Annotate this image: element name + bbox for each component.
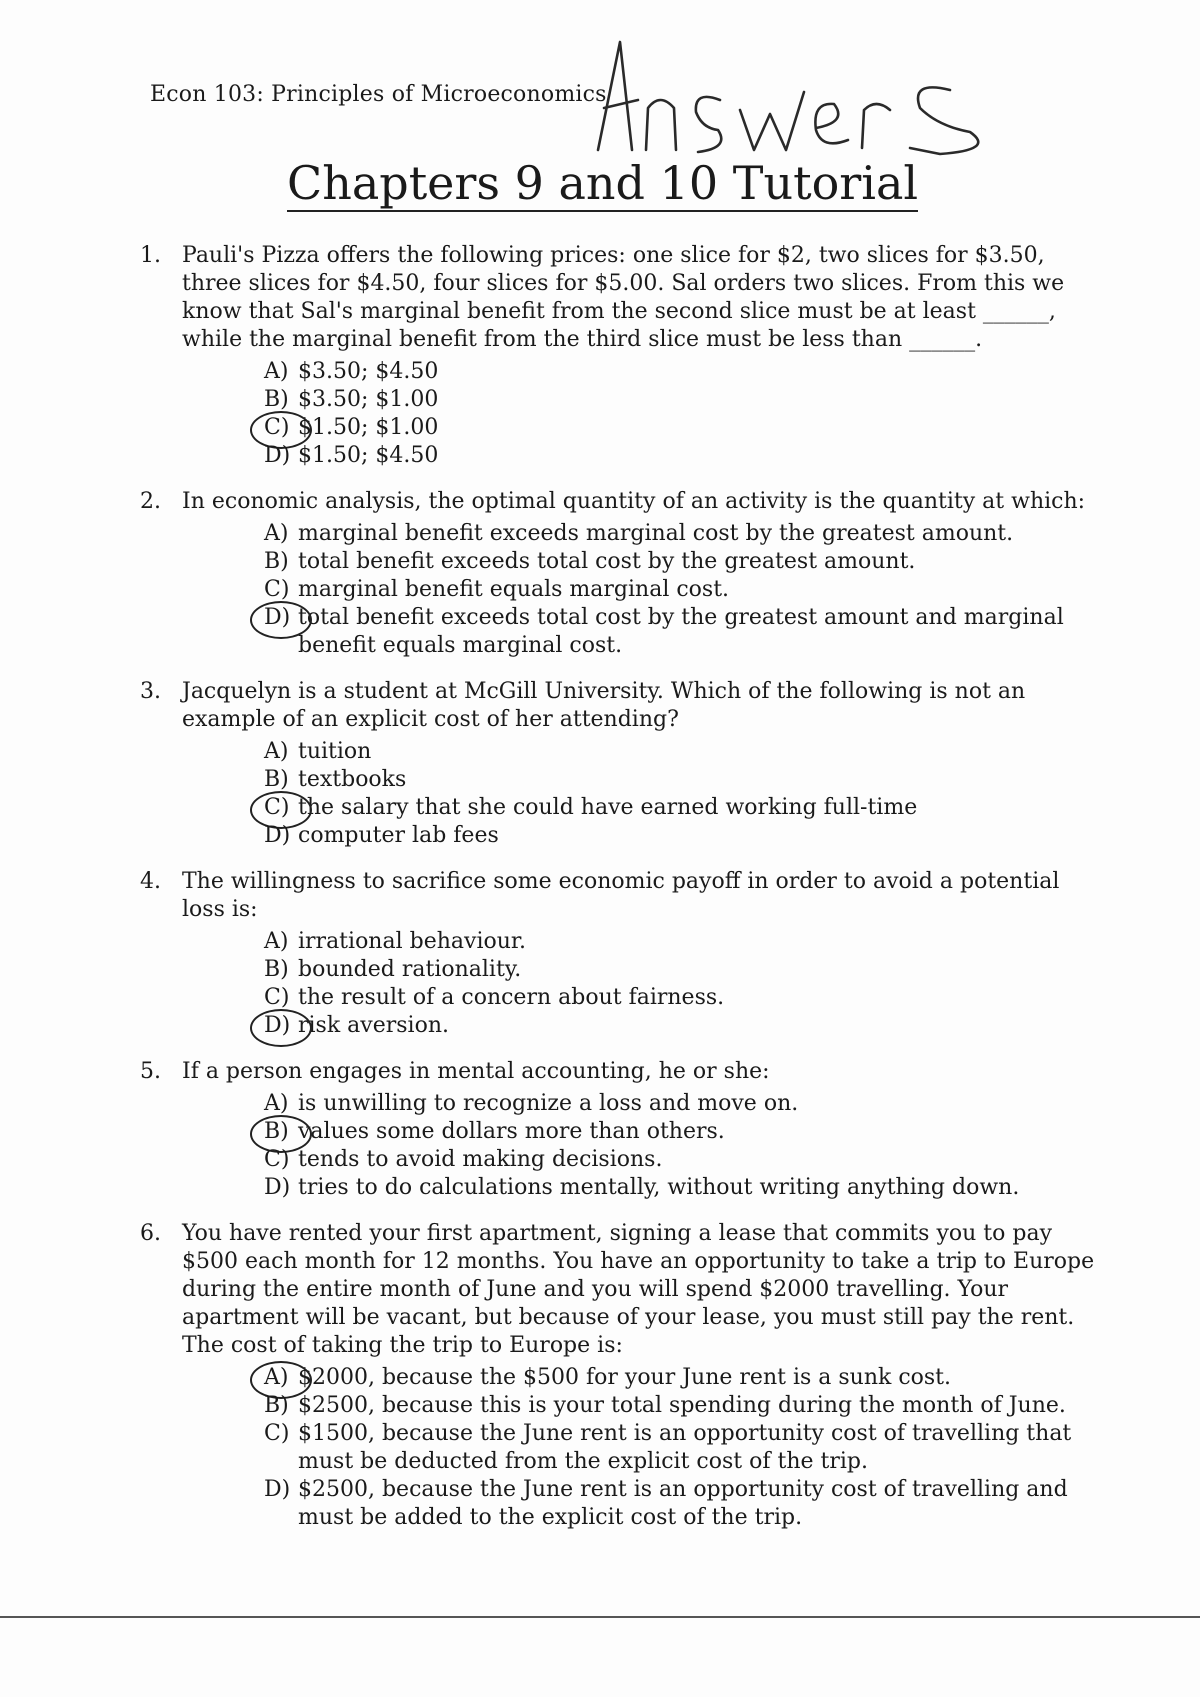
answer-options [182, 520, 1100, 660]
option-letter: B) [264, 767, 289, 792]
answer-option [264, 386, 1100, 414]
answer-option [264, 1476, 1100, 1532]
option-letter: D) [264, 443, 291, 468]
answer-option [264, 1392, 1100, 1420]
answer-options [182, 738, 1100, 850]
option-text: the result of a concern about fairness. [298, 985, 725, 1010]
answer-option [264, 520, 1100, 548]
option-letter: B) [264, 957, 289, 982]
option-text: total benefit exceeds total cost by the greatest amount and marginal benefit equals marginal cost. [298, 605, 1064, 658]
option-text: total benefit exceeds total cost by the greatest amount. [298, 549, 916, 574]
question-text: Jacquelyn is a student at McGill University. Which of the following is not an example of an explicit cost of her attending? [182, 679, 1026, 732]
option-letter: D) [264, 1013, 291, 1038]
answer-option [264, 1174, 1100, 1202]
option-text: risk aversion. [298, 1013, 449, 1038]
option-letter: B) [264, 1119, 289, 1144]
answer-option [264, 1090, 1100, 1118]
question-item [140, 488, 1100, 660]
option-text: $3.50; $1.00 [298, 387, 439, 412]
question-item [140, 1220, 1100, 1532]
answer-option [264, 1146, 1100, 1174]
option-text: $2500, because this is your total spending during the month of June. [298, 1393, 1066, 1418]
answer-option [264, 984, 1100, 1012]
option-text: $1500, because the June rent is an opportunity cost of travelling that must be deducted from the explicit cost of the trip. [298, 1421, 1072, 1474]
answer-option [264, 358, 1100, 386]
question-number: 4. [140, 869, 161, 894]
option-letter: C) [264, 1147, 290, 1172]
option-text: $1.50; $4.50 [298, 443, 439, 468]
question-item [140, 868, 1100, 1040]
answer-option [264, 604, 1100, 660]
answer-option [264, 576, 1100, 604]
option-letter: B) [264, 549, 289, 574]
option-text: tries to do calculations mentally, without writing anything down. [298, 1175, 1020, 1200]
question-item [140, 678, 1100, 850]
question-text: In economic analysis, the optimal quantity of an activity is the quantity at which: [182, 489, 1086, 514]
option-text: textbooks [298, 767, 407, 792]
option-text: $2500, because the June rent is an opportunity cost of travelling and must be added to the explicit cost of the trip. [298, 1477, 1068, 1530]
option-text: tuition [298, 739, 372, 764]
question-text: The willingness to sacrifice some economic payoff in order to avoid a potential loss is: [182, 869, 1060, 922]
question-list [140, 242, 1100, 1550]
option-letter: A) [264, 1365, 289, 1390]
option-text: is unwilling to recognize a loss and move on. [298, 1091, 799, 1116]
answer-option [264, 822, 1100, 850]
option-letter: B) [264, 1393, 289, 1418]
answer-options [182, 928, 1100, 1040]
option-letter: D) [264, 823, 291, 848]
question-text: If a person engages in mental accounting, he or she: [182, 1059, 770, 1084]
question-number: 1. [140, 243, 161, 268]
answer-option [264, 738, 1100, 766]
option-letter: C) [264, 577, 290, 602]
answer-option [264, 1420, 1100, 1476]
question-number: 3. [140, 679, 161, 704]
answer-option [264, 794, 1100, 822]
option-text: the salary that she could have earned working full-time [298, 795, 918, 820]
option-text: marginal benefit exceeds marginal cost by the greatest amount. [298, 521, 1014, 546]
option-text: bounded rationality. [298, 957, 522, 982]
answer-options [182, 358, 1100, 470]
option-text: computer lab fees [298, 823, 499, 848]
bottom-divider [0, 1616, 1200, 1618]
course-name: Econ 103: Principles of Microeconomics [150, 82, 607, 107]
option-letter: A) [264, 1091, 289, 1116]
answer-options [182, 1364, 1100, 1532]
option-letter: A) [264, 739, 289, 764]
answer-option [264, 956, 1100, 984]
question-item [140, 1058, 1100, 1202]
option-text: $1.50; $1.00 [298, 415, 439, 440]
option-text: irrational behaviour. [298, 929, 526, 954]
answer-option [264, 548, 1100, 576]
option-letter: C) [264, 985, 290, 1010]
option-text: marginal benefit equals marginal cost. [298, 577, 730, 602]
answer-options [182, 1090, 1100, 1202]
answer-option [264, 1364, 1100, 1392]
option-letter: D) [264, 1477, 291, 1502]
option-letter: D) [264, 1175, 291, 1200]
option-letter: A) [264, 359, 289, 384]
answer-option [264, 414, 1100, 442]
question-text: Pauli's Pizza offers the following prices: one slice for $2, two slices for $3.50, three slices for $4.50, four slices for $5.00. Sal orders two slices. From this we know that Sal's marginal benefit from the second slice must be at least ______, while the marginal benefit from the third slice must be less than ______. [182, 243, 1065, 352]
question-number: 6. [140, 1221, 161, 1246]
question-number: 5. [140, 1059, 161, 1084]
answer-option [264, 928, 1100, 956]
option-letter: B) [264, 387, 289, 412]
answer-option [264, 1118, 1100, 1146]
answer-option [264, 442, 1100, 470]
option-text: tends to avoid making decisions. [298, 1147, 663, 1172]
option-text: values some dollars more than others. [298, 1119, 725, 1144]
option-text: $3.50; $4.50 [298, 359, 439, 384]
answer-option [264, 1012, 1100, 1040]
option-letter: A) [264, 929, 289, 954]
option-text: $2000, because the $500 for your June rent is a sunk cost. [298, 1365, 952, 1390]
option-letter: C) [264, 1421, 290, 1446]
page-title: Chapters 9 and 10 Tutorial [287, 156, 919, 210]
option-letter: D) [264, 605, 291, 630]
question-text: You have rented your first apartment, signing a lease that commits you to pay $500 each month for 12 months. You have an opportunity to take a trip to Europe during the entire month of June and you will spend $2000 travelling. Your apartment will be vacant, but because of your lease, you must still pay the rent. The cost of taking the trip to Europe is: [182, 1221, 1095, 1358]
question-number: 2. [140, 489, 161, 514]
answer-option [264, 766, 1100, 794]
option-letter: A) [264, 521, 289, 546]
handwritten-answers-annotation [590, 30, 1060, 180]
option-letter: C) [264, 415, 290, 440]
question-item [140, 242, 1100, 470]
option-letter: C) [264, 795, 290, 820]
